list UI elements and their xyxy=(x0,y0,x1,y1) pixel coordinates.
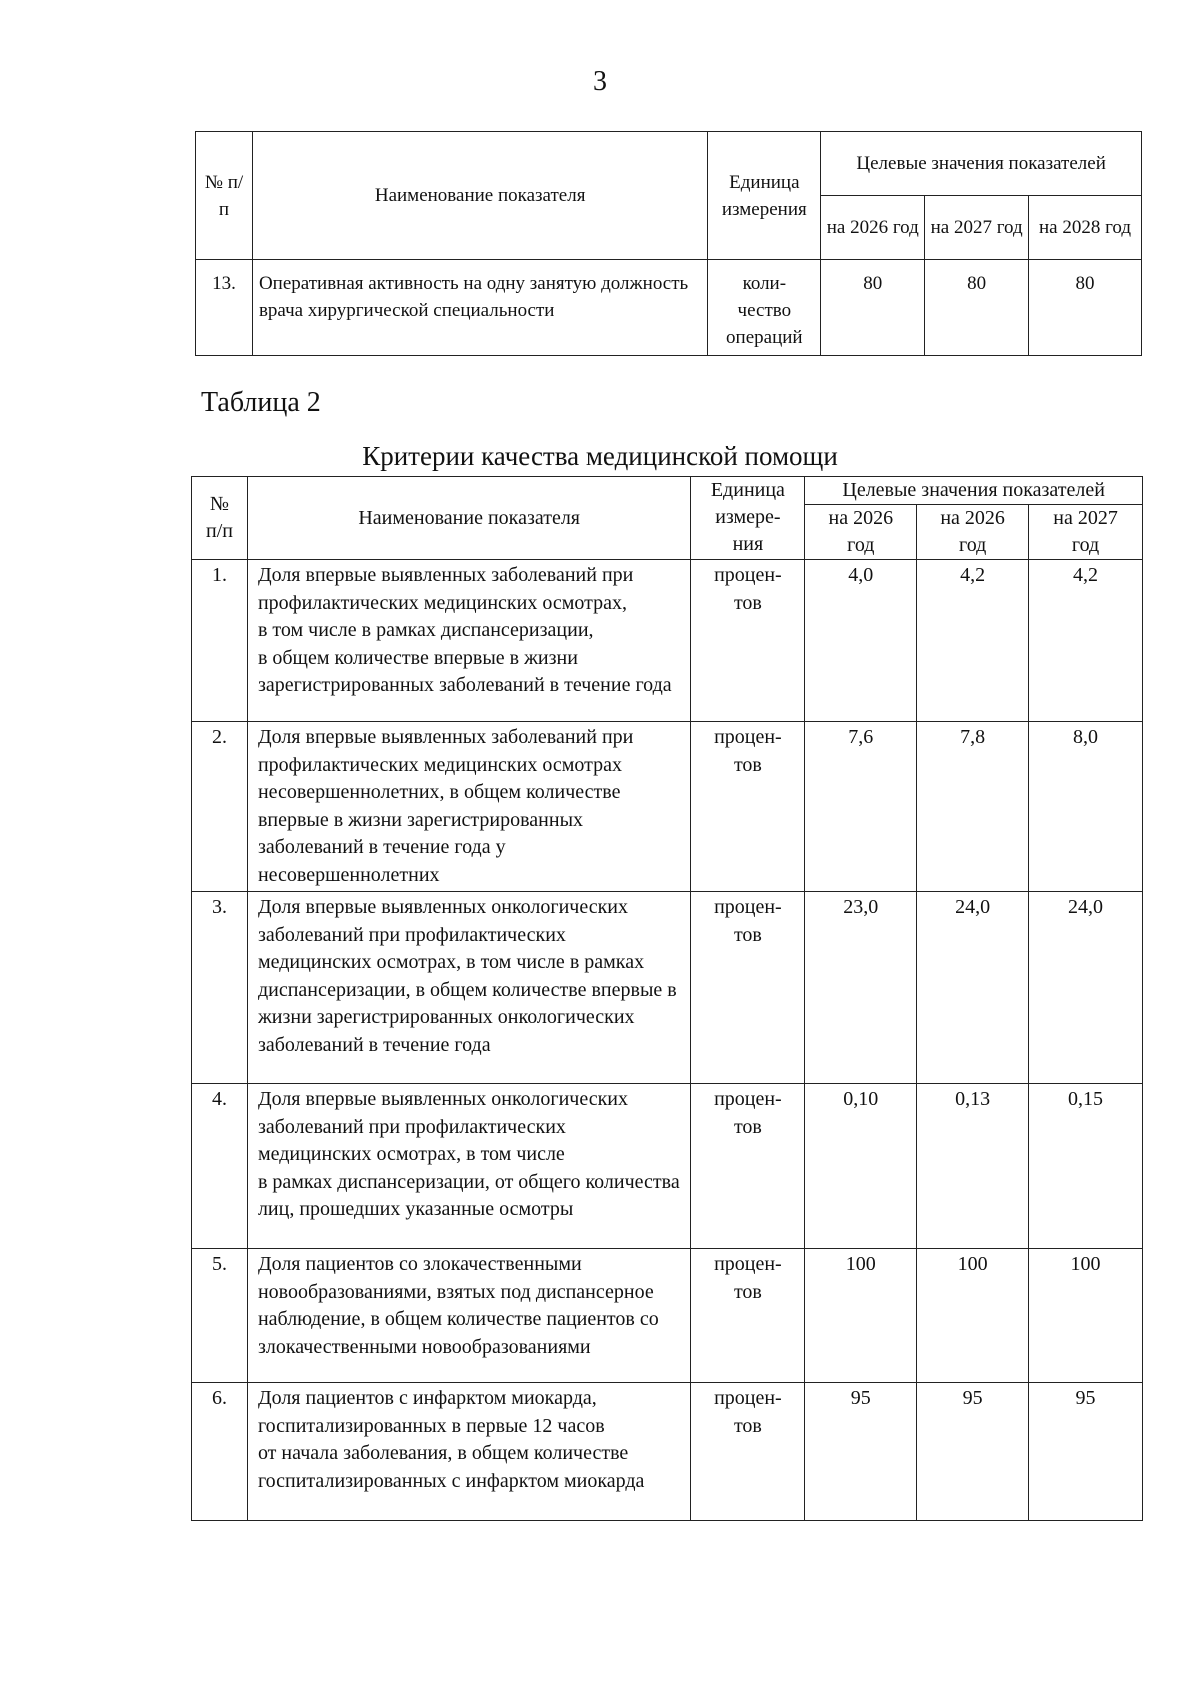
indicator-name: Доля пациентов с инфарктом миокарда, госпитализированных в первые 12 часов от начала заболевания, в общем количестве госпитализированных с инфарктом миокарда xyxy=(247,1383,691,1521)
target-value-1: 0,10 xyxy=(805,1084,917,1249)
header-num: № п/п xyxy=(196,132,253,260)
target-value-1: 100 xyxy=(805,1249,917,1383)
header-unit: Единица измере- ния xyxy=(691,477,805,560)
target-value-3: 95 xyxy=(1029,1383,1143,1521)
unit-of-measure: процен- тов xyxy=(691,560,805,722)
unit-of-measure: процен- тов xyxy=(691,722,805,892)
row-number: 3. xyxy=(192,892,248,1084)
target-value-3: 80 xyxy=(1029,260,1142,356)
table-caption: Таблица 2 xyxy=(201,387,321,418)
target-value-2: 0,13 xyxy=(917,1084,1029,1249)
table-title: Критерии качества медицинской помощи xyxy=(362,441,838,471)
table-row xyxy=(196,260,1142,356)
header-year-1: на 2026 год xyxy=(821,196,925,260)
target-value-1: 80 xyxy=(821,260,925,356)
row-number: 5. xyxy=(192,1249,248,1383)
quality-criteria-table xyxy=(191,476,1143,1521)
header-year-3: на 2027 год xyxy=(1029,505,1143,560)
table-row xyxy=(192,722,1143,892)
indicator-name: Доля впервые выявленных онкологических заболеваний при профилактических медицинских осмотрах, в том числе в рамках диспансеризации, в общем количестве впервые в жизни зарегистрированных онкологических заболеваний в течение года xyxy=(247,892,691,1084)
target-value-3: 4,2 xyxy=(1029,560,1143,722)
target-value-2: 7,8 xyxy=(917,722,1029,892)
target-value-2: 95 xyxy=(917,1383,1029,1521)
target-value-1: 23,0 xyxy=(805,892,917,1084)
target-value-3: 8,0 xyxy=(1029,722,1143,892)
header-num: № п/п xyxy=(192,477,248,560)
target-value-3: 0,15 xyxy=(1029,1084,1143,1249)
table-row xyxy=(192,892,1143,1084)
header-year-1: на 2026 год xyxy=(805,505,917,560)
row-number: 13. xyxy=(196,260,253,356)
table-row xyxy=(192,1383,1143,1521)
header-name: Наименование показателя xyxy=(252,132,707,260)
target-value-2: 24,0 xyxy=(917,892,1029,1084)
indicator-name: Доля впервые выявленных онкологических заболеваний при профилактических медицинских осмотрах, в том числе в рамках диспансеризации, от общего количества лиц, прошедших указанные осмотры xyxy=(247,1084,691,1249)
row-number: 6. xyxy=(192,1383,248,1521)
target-value-2: 100 xyxy=(917,1249,1029,1383)
indicators-table-continued xyxy=(195,131,1142,356)
header-name: Наименование показателя xyxy=(247,477,691,560)
unit-of-measure: процен- тов xyxy=(691,1383,805,1521)
target-value-1: 4,0 xyxy=(805,560,917,722)
target-value-1: 95 xyxy=(805,1383,917,1521)
indicator-name: Доля впервые выявленных заболеваний при профилактических медицинских осмотрах, в том числе в рамках диспансеризации, в общем количестве впервые в жизни зарегистрированных заболеваний в течение года xyxy=(247,560,691,722)
row-number: 2. xyxy=(192,722,248,892)
table-row xyxy=(192,1249,1143,1383)
header-year-2: на 2026 год xyxy=(917,505,1029,560)
indicator-name: Доля впервые выявленных заболеваний при профилактических медицинских осмотрах несовершеннолетних, в общем количестве впервые в жизни зарегистрированных заболеваний в течение года у несовершеннолетних xyxy=(247,722,691,892)
unit-of-measure: процен- тов xyxy=(691,892,805,1084)
target-value-1: 7,6 xyxy=(805,722,917,892)
target-value-2: 80 xyxy=(925,260,1029,356)
header-target-values: Целевые значения показателей xyxy=(821,132,1142,196)
row-number: 4. xyxy=(192,1084,248,1249)
header-year-3: на 2028 год xyxy=(1029,196,1142,260)
header-unit: Единица измерения xyxy=(708,132,821,260)
unit-of-measure: коли- чество операций xyxy=(708,260,821,356)
table-row xyxy=(192,1084,1143,1249)
target-value-3: 100 xyxy=(1029,1249,1143,1383)
unit-of-measure: процен- тов xyxy=(691,1249,805,1383)
row-number: 1. xyxy=(192,560,248,722)
unit-of-measure: процен- тов xyxy=(691,1084,805,1249)
header-year-2: на 2027 год xyxy=(925,196,1029,260)
page-number: 3 xyxy=(593,66,607,97)
table-row xyxy=(192,560,1143,722)
target-value-2: 4,2 xyxy=(917,560,1029,722)
header-target-values: Целевые значения показателей xyxy=(805,477,1143,505)
indicator-name: Доля пациентов со злокачественными новообразованиями, взятых под диспансерное наблюдение, в общем количестве пациентов со злокачественными новообразованиями xyxy=(247,1249,691,1383)
indicator-name: Оперативная активность на одну занятую должность врача хирургической специальности xyxy=(252,260,707,356)
target-value-3: 24,0 xyxy=(1029,892,1143,1084)
